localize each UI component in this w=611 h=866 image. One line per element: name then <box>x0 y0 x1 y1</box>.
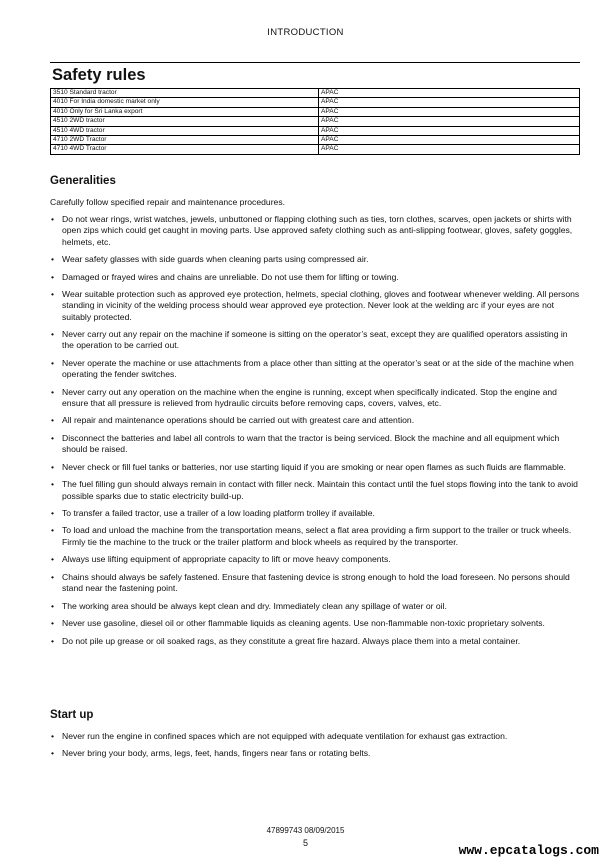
list-item <box>50 358 580 381</box>
document-code: 47899743 08/09/2015 <box>266 826 345 835</box>
list-item-text: Do not wear rings, wrist watches, jewels, unbuttoned or flapping clothing such as ties, torn clothes, scarves, open jackets or shirts with open zips which could get caught in moving parts. Use approved safety clothing such as anti-slipping footwear, gloves, safety goggles, helmets, etc. <box>62 214 573 247</box>
table-row <box>51 89 580 98</box>
list-item-text: Damaged or frayed wires and chains are unreliable. Do not use them for lifting or towing. <box>62 271 399 282</box>
list-item <box>50 636 580 647</box>
list-item-text: Never carry out any repair on the machine if someone is sitting on the operator’s seat, except they are qualified operators assisting in the operation to be carried out. <box>62 329 568 351</box>
bullet-icon: • <box>51 386 55 397</box>
list-item <box>50 601 580 612</box>
list-item <box>50 289 580 323</box>
region-cell: APAC <box>319 145 580 154</box>
list-item <box>50 554 580 565</box>
bullet-icon: • <box>51 214 55 224</box>
list-item-text: Never carry out any operation on the machine when the engine is running, except when specifically indicated. Stop the engine and ensure that all pressure is relieved from hydraulic circuits before removing caps, covers, valves, etc. <box>62 386 557 408</box>
model-cell: 4710 2WD Tractor <box>51 136 319 145</box>
table-row <box>51 136 580 145</box>
bullet-icon: • <box>51 731 55 741</box>
bullet-icon: • <box>51 289 55 300</box>
bullet-icon: • <box>51 571 55 582</box>
list-item <box>50 329 580 352</box>
list-item-text: Never bring your body, arms, legs, feet, hands, fingers near fans or rotating belts. <box>62 748 371 759</box>
bullet-icon: • <box>51 508 55 518</box>
model-cell: 3510 Standard tractor <box>51 89 319 98</box>
bullet-icon: • <box>51 432 55 443</box>
list-item-text: Disconnect the batteries and label all controls to warn that the tractor is being serviced. Block the machine and all equipment which should be raised. <box>62 432 560 455</box>
bullet-icon: • <box>51 329 55 340</box>
list-item-text: The fuel filling gun should always remain in contact with filler neck. Maintain this contact until the fuel stops flowing into the tank to avoid possible sparks due to static electricity build-up. <box>62 479 578 501</box>
list-item <box>50 387 580 410</box>
model-cell: 4010 For India domestic market only <box>51 98 319 107</box>
startup-heading: Start up <box>50 709 94 721</box>
bullet-icon: • <box>51 554 55 565</box>
list-item-text: The working area should be always kept clean and dry. Immediately clean any spillage of water or oil. <box>62 600 447 611</box>
region-cell: APAC <box>319 117 580 126</box>
watermark-url[interactable]: www.epcatalogs.com <box>458 843 599 858</box>
table-row <box>51 145 580 154</box>
list-item <box>50 415 580 426</box>
region-cell: APAC <box>319 107 580 116</box>
list-item <box>50 462 580 473</box>
page-number: 5 <box>302 838 308 848</box>
generalities-intro: Carefully follow specified repair and maintenance procedures. <box>50 197 286 207</box>
running-header: INTRODUCTION <box>267 27 344 38</box>
model-cell: 4010 Only for Sri Lanka export <box>51 107 319 116</box>
list-item-text: Never check or fill fuel tanks or batteries, nor use starting liquid if you are smoking or near open flames as such fluids are flammable. <box>62 461 566 472</box>
bullet-icon: • <box>51 525 55 536</box>
list-item-text: Do not pile up grease or oil soaked rags, as they constitute a great fire hazard. Always place them into a metal container. <box>62 635 521 646</box>
list-item <box>50 525 580 548</box>
table-row <box>51 126 580 135</box>
list-item <box>50 479 580 502</box>
list-item <box>50 572 580 595</box>
list-item <box>50 618 580 629</box>
list-item <box>50 731 580 742</box>
generalities-heading: Generalities <box>50 175 116 187</box>
startup-list <box>50 731 580 766</box>
bullet-icon: • <box>51 600 55 611</box>
list-item <box>50 433 580 456</box>
table-row <box>51 98 580 107</box>
model-cell: 4710 4WD Tractor <box>51 145 319 154</box>
list-item <box>50 254 580 265</box>
list-item <box>50 214 580 248</box>
list-item-text: Wear safety glasses with side guards when cleaning parts using compressed air. <box>62 254 369 265</box>
generalities-list <box>50 214 580 653</box>
list-item <box>50 748 580 759</box>
list-item-text: Never run the engine in confined spaces which are not equipped with adequate ventilation for exhaust gas extraction. <box>62 731 508 741</box>
list-item-text: Chains should always be safely fastened. Ensure that fastening device is strong enough to hold the load foreseen. No persons should stand near the fastening point. <box>62 571 570 594</box>
region-cell: APAC <box>319 126 580 135</box>
list-item <box>50 508 580 519</box>
list-item-text: Always use lifting equipment of appropriate capacity to lift or move heavy components. <box>62 554 391 565</box>
bullet-icon: • <box>51 618 55 629</box>
list-item-text: Wear suitable protection such as approved eye protection, helmets, special clothing, gloves and footwear whenever welding. All persons standing in vicinity of the welding process should wear approved eye protection. Never look at the welding arc if your eyes are not suitably protected. <box>62 289 580 322</box>
bullet-icon: • <box>51 635 55 646</box>
model-cell: 4510 4WD tractor <box>51 126 319 135</box>
bullet-icon: • <box>51 461 55 472</box>
list-item <box>50 272 580 283</box>
list-item-text: To load and unload the machine from the transportation means, select a flat area providing a firm support to the trailer or truck wheels. Firmly tie the machine to the truck or the trailer platform and block wheels as required by the transporter. <box>62 525 572 547</box>
region-cell: APAC <box>319 89 580 98</box>
bullet-icon: • <box>51 415 55 426</box>
bullet-icon: • <box>51 357 55 368</box>
list-item-text: To transfer a failed tractor, use a trailer of a low loading platform trolley if available. <box>62 508 375 518</box>
table-row <box>51 117 580 126</box>
bullet-icon: • <box>51 254 55 265</box>
page-title: Safety rules <box>52 66 146 84</box>
models-table <box>50 88 580 155</box>
bullet-icon: • <box>51 479 55 490</box>
region-cell: APAC <box>319 136 580 145</box>
table-row <box>51 107 580 116</box>
region-cell: APAC <box>319 98 580 107</box>
list-item-text: All repair and maintenance operations should be carried out with greatest care and attention. <box>62 415 415 426</box>
bullet-icon: • <box>51 748 55 759</box>
list-item-text: Never operate the machine or use attachments from a place other than sitting at the operator’s seat or at the side of the machine when operating the fender switches. <box>62 357 574 380</box>
model-cell: 4510 2WD tractor <box>51 117 319 126</box>
list-item-text: Never use gasoline, diesel oil or other flammable liquids as cleaning agents. Use non-flammable non-toxic proprietary solvents. <box>62 618 545 629</box>
bullet-icon: • <box>51 271 55 282</box>
